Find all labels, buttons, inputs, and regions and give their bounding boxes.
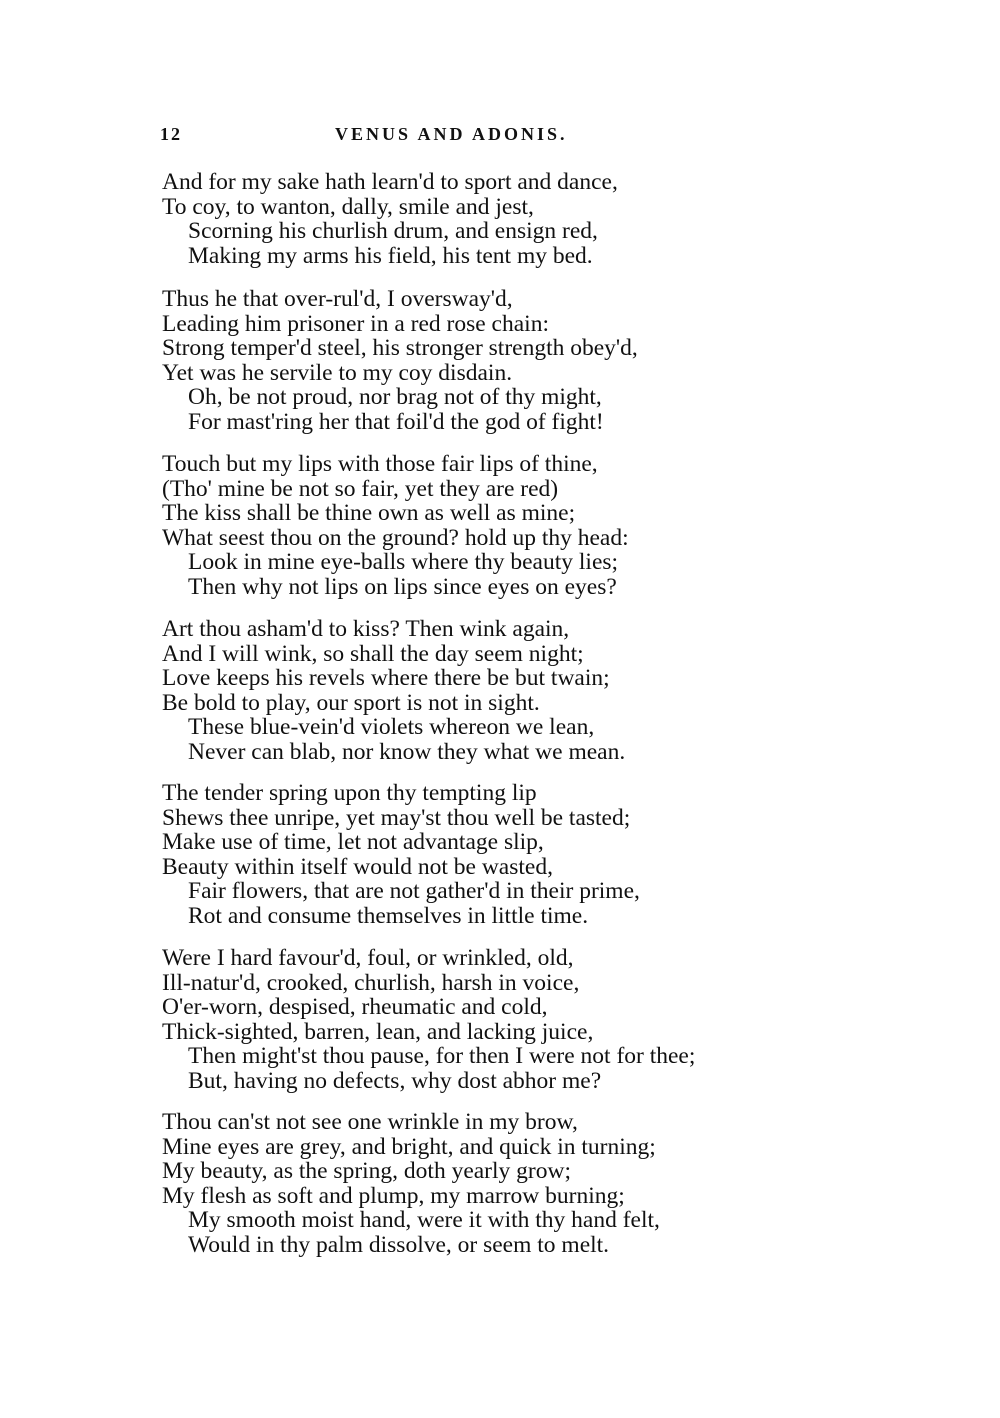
verse-line: Touch but my lips with those fair lips of thine, — [162, 451, 598, 477]
verse-line: My smooth moist hand, were it with thy hand felt, — [188, 1207, 660, 1234]
verse-line: (Tho' mine be not so fair, yet they are red) — [162, 475, 559, 502]
stanza — [162, 946, 695, 1094]
verse-line: Yet was he servile to my coy disdain. — [162, 359, 513, 386]
stanza — [162, 452, 629, 600]
verse-line: Mine eyes are grey, and bright, and quick in turning; — [162, 1133, 656, 1160]
verse-line: Make use of time, let not advantage slip, — [162, 829, 544, 856]
verse-line: Leading him prisoner in a red rose chain: — [162, 310, 549, 337]
verse-line: Never can blab, nor know they what we mean. — [188, 738, 626, 765]
verse-line: Thick-sighted, barren, lean, and lacking juice, — [162, 1018, 594, 1045]
verse-line: My beauty, as the spring, doth yearly grow; — [162, 1158, 571, 1185]
verse-line: Look in mine eye-balls where thy beauty lies; — [188, 549, 619, 576]
verse-line: The kiss shall be thine own as well as mine; — [162, 500, 576, 527]
verse-line: Beauty within itself would not be wasted, — [162, 853, 553, 880]
verse-line: Shews thee unripe, yet may'st thou well be tasted; — [162, 804, 631, 831]
verse-line: Scorning his churlish drum, and ensign red, — [188, 218, 598, 245]
verse-line: The tender spring upon thy tempting lip — [162, 780, 537, 806]
stanza — [162, 287, 638, 435]
verse-line: What seest thou on the ground? hold up thy head: — [162, 524, 629, 551]
verse-line: To coy, to wanton, dally, smile and jest, — [162, 193, 534, 220]
verse-line: Ill-natur'd, crooked, churlish, harsh in voice, — [162, 969, 580, 996]
running-title: VENUS AND ADONIS. — [335, 124, 568, 144]
stanza — [162, 781, 640, 929]
verse-line: Fair flowers, that are not gather'd in their prime, — [188, 878, 640, 905]
verse-line: O'er-worn, despised, rheumatic and cold, — [162, 994, 548, 1021]
verse-line: For mast'ring her that foil'd the god of fight! — [188, 408, 604, 435]
stanza — [162, 1110, 660, 1258]
verse-line: Thus he that over-rul'd, I oversway'd, — [162, 286, 513, 312]
verse-line: Were I hard favour'd, foul, or wrinkled, old, — [162, 945, 574, 971]
verse-line: Love keeps his revels where there be but twain; — [162, 665, 610, 692]
verse-line: My flesh as soft and plump, my marrow burning; — [162, 1182, 625, 1209]
verse-line: Be bold to play, our sport is not in sight. — [162, 689, 540, 716]
verse-line: Thou can'st not see one wrinkle in my brow, — [162, 1109, 578, 1135]
verse-line: Then why not lips on lips since eyes on eyes? — [188, 573, 617, 600]
page-header — [160, 124, 720, 152]
page-number: 12 — [160, 124, 182, 144]
verse-line: Art thou asham'd to kiss? Then wink again, — [162, 616, 570, 642]
verse-line: And I will wink, so shall the day seem night; — [162, 640, 584, 667]
verse-line: Making my arms his field, his tent my bed. — [188, 242, 593, 269]
stanza — [162, 170, 618, 268]
verse-line: But, having no defects, why dost abhor me? — [188, 1067, 602, 1094]
verse-line: Strong temper'd steel, his stronger strength obey'd, — [162, 335, 638, 362]
verse-line: Then might'st thou pause, for then I were not for thee; — [188, 1043, 696, 1070]
verse-line: These blue-vein'd violets whereon we lean, — [188, 714, 595, 741]
verse-line: Oh, be not proud, nor brag not of thy might, — [188, 384, 602, 411]
verse-line: And for my sake hath learn'd to sport and dance, — [162, 169, 618, 195]
verse-line: Rot and consume themselves in little time. — [188, 902, 589, 929]
verse-line: Would in thy palm dissolve, or seem to melt. — [188, 1231, 610, 1258]
stanza — [162, 617, 625, 765]
